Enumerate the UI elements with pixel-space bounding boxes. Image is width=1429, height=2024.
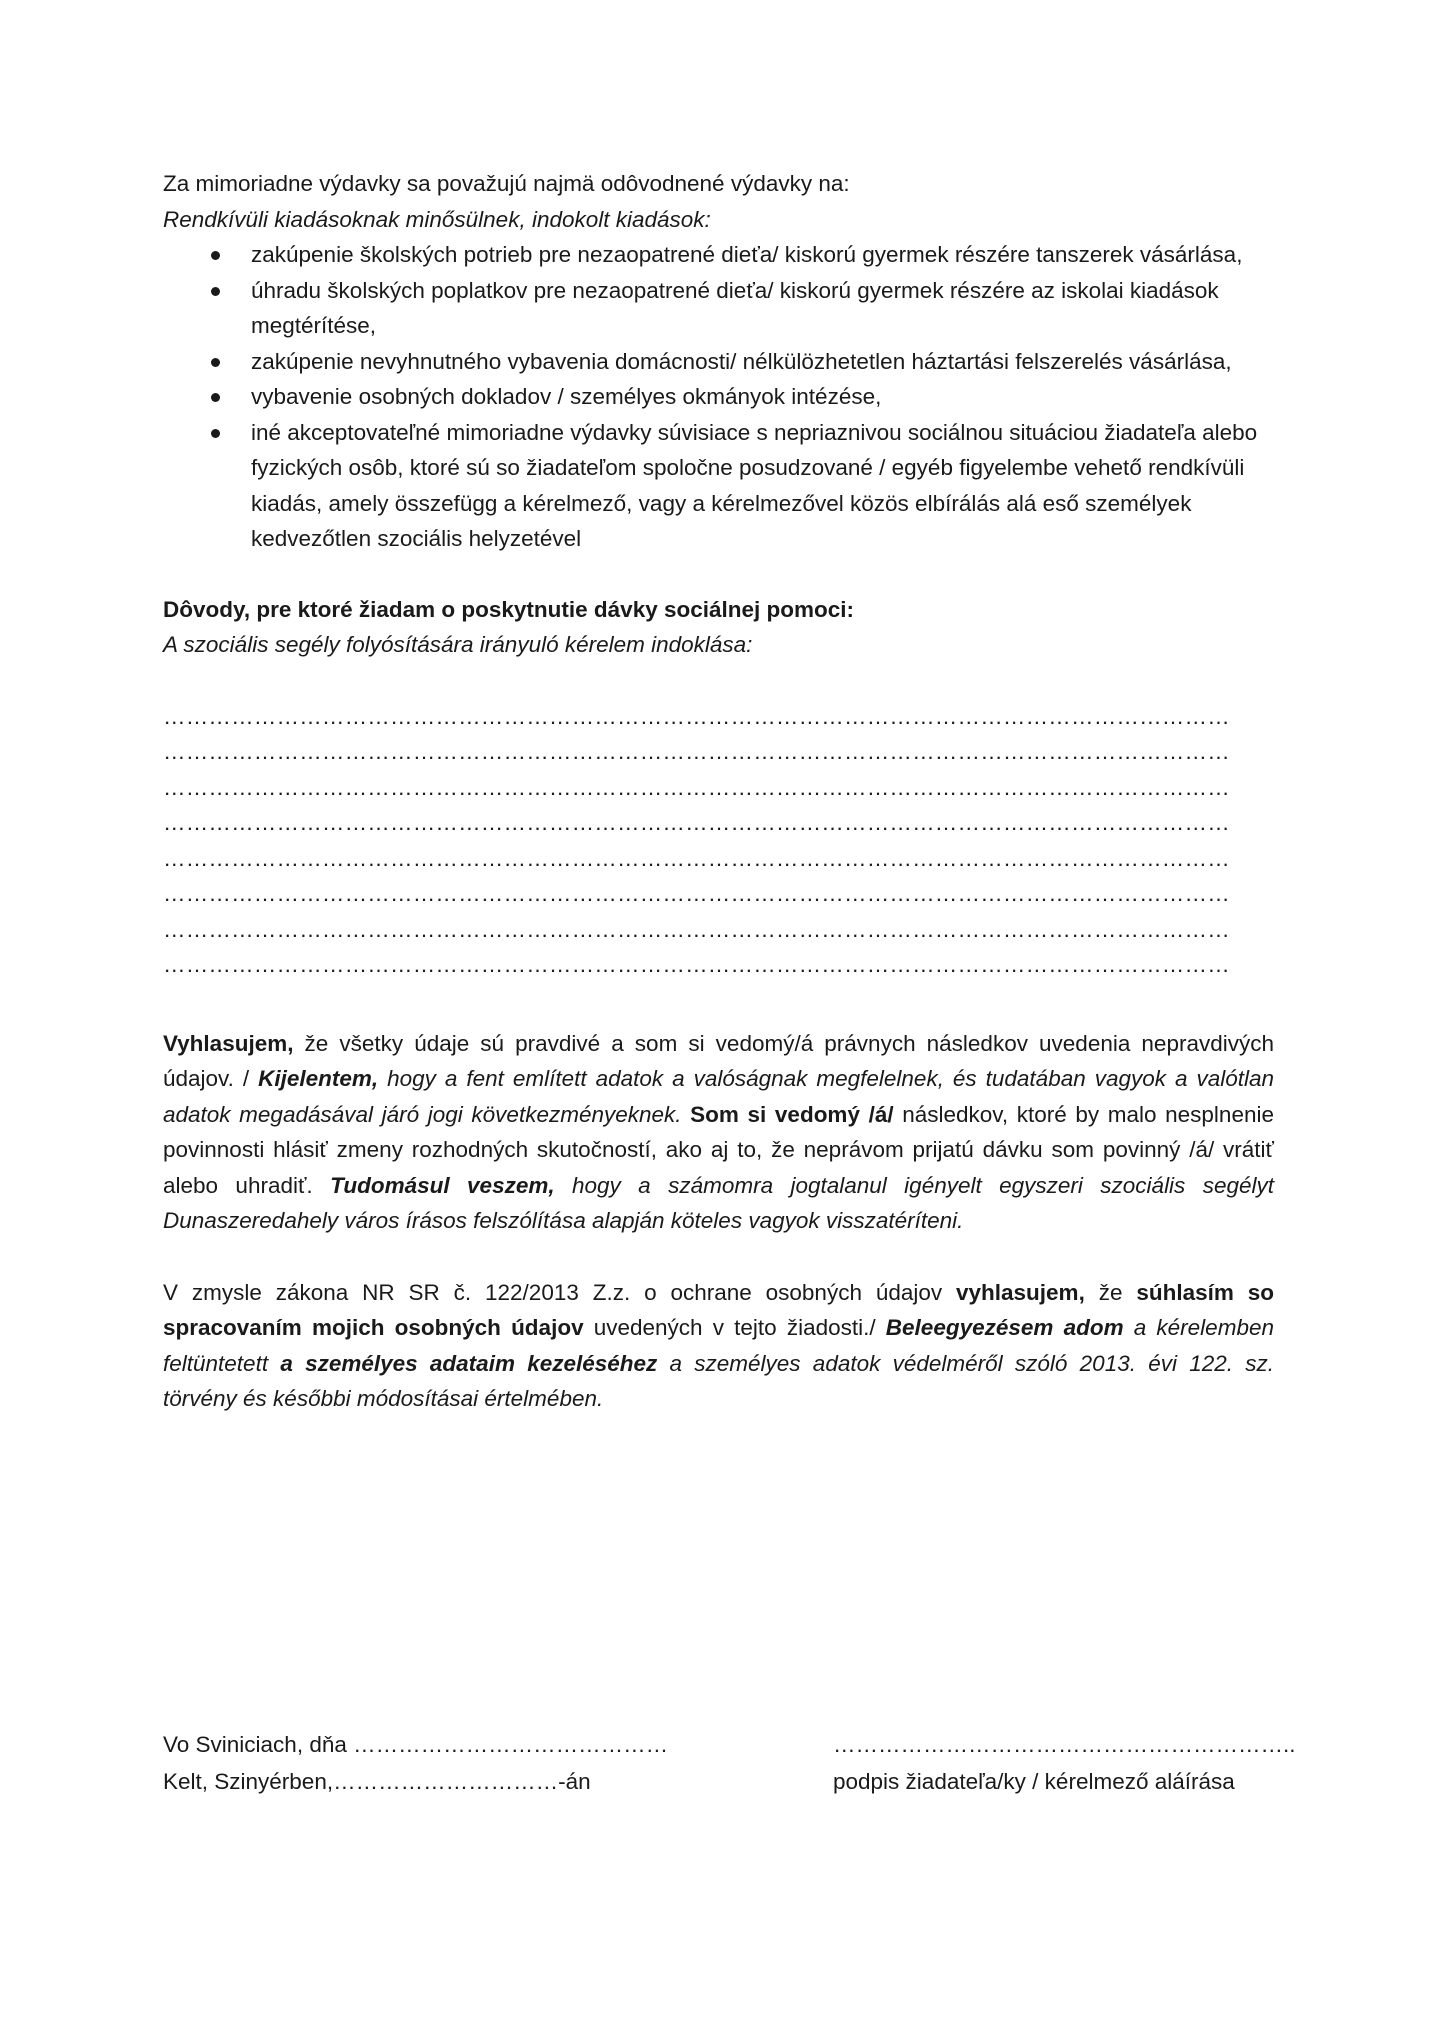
fill-line[interactable]: …………………………………………………………………………………………………………………………… bbox=[163, 916, 1230, 942]
declaration-text: Som si vedomý /á/ bbox=[690, 1101, 894, 1127]
declaration-paragraph bbox=[163, 1026, 1274, 1239]
expense-list bbox=[163, 237, 1274, 557]
reasons-section bbox=[163, 592, 1274, 663]
gdpr-consent-paragraph bbox=[163, 1275, 1274, 1417]
gdpr-text: Beleegyezésem adom bbox=[885, 1315, 1124, 1340]
intro-line-hu: Rendkívüli kiadásoknak minősülnek, indokolt kiadások: bbox=[163, 206, 711, 232]
declaration-text: že všetky údaje sú pravdivé a som si vedomý/á právnych následkov uvedenia nepravdivých údajov. / bbox=[163, 1030, 1274, 1091]
bullet-icon bbox=[211, 358, 220, 367]
bullet-icon bbox=[211, 287, 220, 296]
fill-line[interactable]: …………………………………………………………………………………………………………………………… bbox=[163, 703, 1230, 729]
fill-line[interactable]: …………………………………………………………………………………………………………………………… bbox=[163, 810, 1230, 835]
declaration-text: následkov, ktoré by malo nesplnenie povinnosti hlásiť zmeny rozhodných skutočností, ako aj to, že neprávom prijatú dávku som povinný /á/ vrátiť alebo uhradiť. bbox=[163, 1101, 1274, 1198]
list-item bbox=[163, 273, 1274, 344]
document-body bbox=[163, 166, 1274, 1417]
gdpr-text: uvedených v tejto žiadosti./ bbox=[583, 1315, 886, 1340]
signature-row-1 bbox=[163, 1726, 1296, 1763]
list-item bbox=[163, 379, 1274, 415]
signature-label: podpis žiadateľa/ky / kérelmező aláírása bbox=[833, 1769, 1235, 1794]
list-item-text: vybavenie osobných dokladov / személyes okmányok intézése, bbox=[251, 384, 882, 409]
fill-line[interactable]: …………………………………………………………………………………………………………………………… bbox=[163, 952, 1230, 977]
list-item-text: úhradu školských poplatkov pre nezaopatrené dieťa/ kiskorú gyermek részére az iskolai kiadások megtérítése, bbox=[251, 277, 1219, 338]
gdpr-text: a személyes adataim kezeléséhez bbox=[280, 1350, 658, 1376]
fill-line[interactable]: …………………………………………………………………………………………………………………………… bbox=[163, 774, 1230, 800]
bullet-icon bbox=[211, 429, 220, 438]
list-item bbox=[163, 344, 1274, 380]
fill-line[interactable]: …………………………………………………………………………………………………………………………… bbox=[163, 739, 1230, 764]
list-item bbox=[163, 237, 1274, 273]
reasons-fill-lines[interactable] bbox=[163, 699, 1274, 983]
reasons-heading-hu: A szociális segély folyósítására irányuló kérelem indoklása: bbox=[163, 632, 753, 657]
gdpr-text: a személyes adatok védelméről szóló 2013. évi 122. sz. törvény és későbbi módosításai értelmében. bbox=[163, 1350, 1275, 1411]
fill-line[interactable]: …………………………………………………………………………………………………………………………… bbox=[163, 881, 1230, 906]
signature-row-2 bbox=[163, 1763, 1274, 1800]
declaration-text: hogy a számomra jogtalanul igényelt egyszeri szociális segélyt Dunaszeredahely város írásos felszólítása alapján köteles vagyok visszatéríteni. bbox=[163, 1172, 1274, 1233]
list-item-text: iné akceptovateľné mimoriadne výdavky súvisiace s nepriaznivou sociálnou situáciou žiadateľa alebo fyzických osôb, ktoré sú so žiadateľom spoločne posudzované / egyéb figyelembe vehető rendkívüli kiadás, amely összefügg a kérelmező, vagy a kérelmezővel közös elbírálás alá eső személyek kedvezőtlen szociális helyzetével bbox=[251, 419, 1258, 551]
place-date-field-hu[interactable]: Kelt, Szinyérben,…………………………-án bbox=[163, 1769, 591, 1794]
bullet-icon bbox=[211, 251, 220, 260]
reasons-heading-sk: Dôvody, pre ktoré žiadam o poskytnutie dávky sociálnej pomoci: bbox=[163, 596, 855, 622]
list-item-text: zakúpenie nevyhnutného vybavenia domácnosti/ nélkülözhetetlen háztartási felszerelés vásárlása, bbox=[251, 348, 1232, 374]
signature-line[interactable]: …………………………………………………….. bbox=[833, 1732, 1296, 1757]
declaration-text: Vyhlasujem, bbox=[163, 1030, 294, 1056]
gdpr-text: V zmysle zákona NR SR č. 122/2013 Z.z. o ochrane osobných údajov bbox=[163, 1279, 956, 1305]
gdpr-text: vyhlasujem, bbox=[956, 1279, 1085, 1305]
gdpr-text: a kérelemben feltüntetett bbox=[163, 1315, 1274, 1376]
fill-line[interactable]: …………………………………………………………………………………………………………………………… bbox=[163, 845, 1230, 871]
declaration-text: hogy a fent említett adatok a valóságnak megfelelnek, és tudatában vagyok a valótlan adatok megadásával járó jogi következményeknek. bbox=[163, 1066, 1275, 1127]
declaration-text: Kijelentem, bbox=[258, 1066, 379, 1091]
place-date-field-sk[interactable]: Vo Sviniciach, dňa …………………………………… bbox=[163, 1732, 669, 1757]
gdpr-text: že bbox=[1084, 1279, 1137, 1305]
bullet-icon bbox=[211, 393, 220, 402]
declaration-text bbox=[682, 1102, 691, 1127]
intro-line-sk: Za mimoriadne výdavky sa považujú najmä odôvodnené výdavky na: bbox=[163, 171, 850, 196]
signature-block bbox=[163, 1726, 1296, 1800]
list-item bbox=[163, 415, 1274, 557]
list-item-text: zakúpenie školských potrieb pre nezaopatrené dieťa/ kiskorú gyermek részére tanszerek vásárlása, bbox=[251, 242, 1243, 267]
gdpr-text: súhlasím so spracovaním mojich osobných údajov bbox=[163, 1279, 1274, 1340]
declaration-text: Tudomásul veszem, bbox=[330, 1172, 555, 1198]
